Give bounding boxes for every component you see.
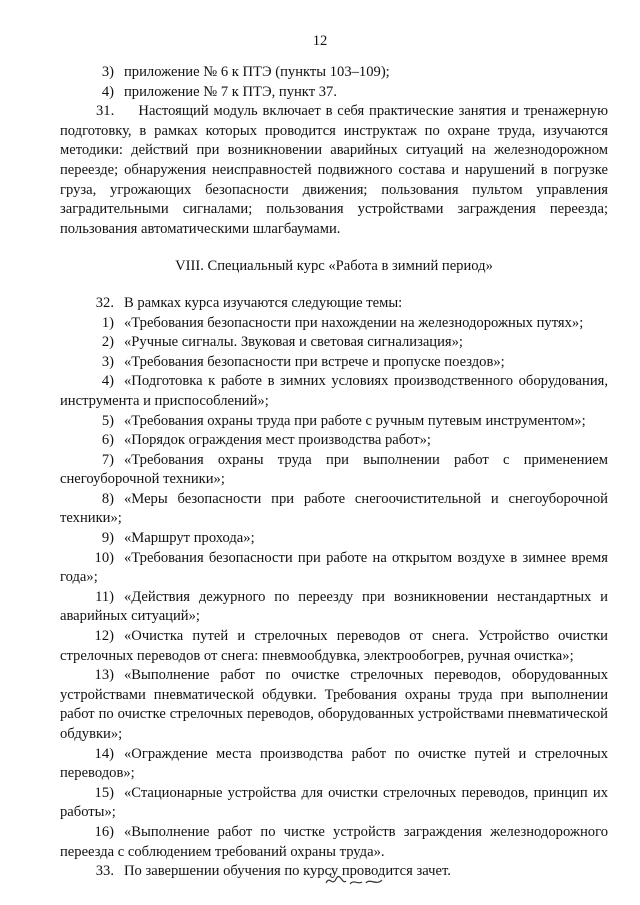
item-number: 3) <box>101 64 114 80</box>
topic-item <box>60 549 608 588</box>
paragraph-text: В рамках курса изучаются следующие темы: <box>124 294 403 311</box>
topic-number: 5) <box>101 412 114 429</box>
topic-item <box>60 314 608 334</box>
paragraph-text: Настоящий модуль включает в себя практические занятия и тренажерную подготовку, в рамках которых проводится инструктаж по охране труда, изучаются методики: действий при возникновении аварийных ситуаций на железнодорожном переезде; обнаружения неисправностей подвижного состава и нарушений в погрузке груза, угрожающих безопасности движения; пользования пультом управления заградительными сигналами; пользования устройствами заграждения переезда; пользования автоматическими шлагбаумами. <box>60 103 608 237</box>
topic-item <box>60 490 608 529</box>
topic-item <box>60 784 608 823</box>
topic-text: «Требования безопасности при работе на открытом воздухе в зимнее время года»; <box>60 549 608 586</box>
topic-text: «Требования безопасности при нахождении на железнодорожных путях»; <box>124 314 584 331</box>
topic-text: «Порядок ограждения мест производства работ»; <box>124 432 431 449</box>
topic-text: «Требования охраны труда при работе с ручным путевым инструментом»; <box>124 412 586 429</box>
topic-number: 3) <box>101 353 114 370</box>
document-body <box>60 63 608 882</box>
topic-item <box>60 412 608 432</box>
paragraph-text: По завершении обучения по курсу проводится зачет. <box>124 863 451 880</box>
topic-item <box>60 627 608 666</box>
topic-item <box>60 353 608 373</box>
topic-number: 1) <box>101 314 114 331</box>
list-item <box>60 63 608 83</box>
topic-number: 13) <box>94 667 114 684</box>
topic-item <box>60 745 608 784</box>
topic-number: 14) <box>94 745 114 762</box>
paragraph-number: 31. <box>96 103 115 120</box>
topic-number: 11) <box>95 588 114 605</box>
topic-number: 9) <box>101 530 114 547</box>
topic-item <box>60 666 608 744</box>
topic-text: «Ручные сигналы. Звуковая и световая сигнализация»; <box>124 334 463 351</box>
topic-number: 4) <box>101 373 114 390</box>
paragraph-number: 32. <box>95 294 114 311</box>
topic-text: «Очистка путей и стрелочных переводов от снега. Устройство очистки стрелочных переводов от снега: пневмообдувка, электрообогрев, ручная очистка»; <box>60 628 608 664</box>
topic-number: 2) <box>101 334 114 351</box>
topic-text: «Меры безопасности при работе снегоочистительной и снегоуборочной техники»; <box>60 490 608 527</box>
topic-text: «Действия дежурного по переезду при возникновении нестандартных и аварийных ситуаций»; <box>60 588 608 625</box>
topic-text: «Ограждение места производства работ по очистке путей и стрелочных переводов»; <box>60 745 608 782</box>
topics-list <box>60 314 608 863</box>
topic-text: «Выполнение работ по очистке стрелочных переводов, оборудованных устройствами пневматической обдувки. Требования охраны труда при выполнении работ по очистке стрелочных переводов, оборудованных устройствами пневматической обдувки»; <box>60 667 608 742</box>
topic-item <box>60 588 608 627</box>
topic-number: 8) <box>101 490 114 507</box>
paragraph-32 <box>60 294 608 314</box>
topic-number: 12) <box>94 628 114 645</box>
topic-text: «Выполнение работ по чистке устройств заграждения железнодорожного переезда с соблюдением требований охраны труда». <box>60 823 608 860</box>
item-text: приложение № 6 к ПТЭ (пункты 103–109); <box>124 64 390 80</box>
item-number: 4) <box>101 83 114 100</box>
topic-text: «Маршрут прохода»; <box>124 530 255 547</box>
signature-icon <box>322 869 392 891</box>
topic-number: 6) <box>101 432 114 449</box>
paragraph-number: 33. <box>95 863 114 880</box>
topic-number: 7) <box>101 451 114 468</box>
list-item <box>60 83 608 103</box>
topic-number: 15) <box>94 784 114 801</box>
topic-item <box>60 529 608 549</box>
topic-item <box>60 431 608 451</box>
topic-number: 10) <box>94 549 114 566</box>
section-heading: VIII. Специальный курс «Работа в зимний период» <box>175 258 493 275</box>
topic-text: «Требования охраны труда при выполнении работ с применением снегоуборочной техники»; <box>60 451 608 488</box>
topic-item <box>60 823 608 862</box>
topic-item <box>60 372 608 411</box>
paragraph-31 <box>60 102 608 239</box>
topic-text: «Подготовка к работе в зимних условиях производственного оборудования, инструмента и приспособлений»; <box>60 373 608 409</box>
topic-item <box>60 333 608 353</box>
page-number: 12 <box>312 33 328 49</box>
topic-text: «Требования безопасности при встрече и пропуске поездов»; <box>124 353 505 370</box>
topic-number: 16) <box>94 823 114 840</box>
topic-text: «Стационарные устройства для очистки стрелочных переводов, принцип их работы»; <box>60 784 608 821</box>
topic-item <box>60 451 608 490</box>
item-text: приложение № 7 к ПТЭ, пункт 37. <box>124 83 337 100</box>
